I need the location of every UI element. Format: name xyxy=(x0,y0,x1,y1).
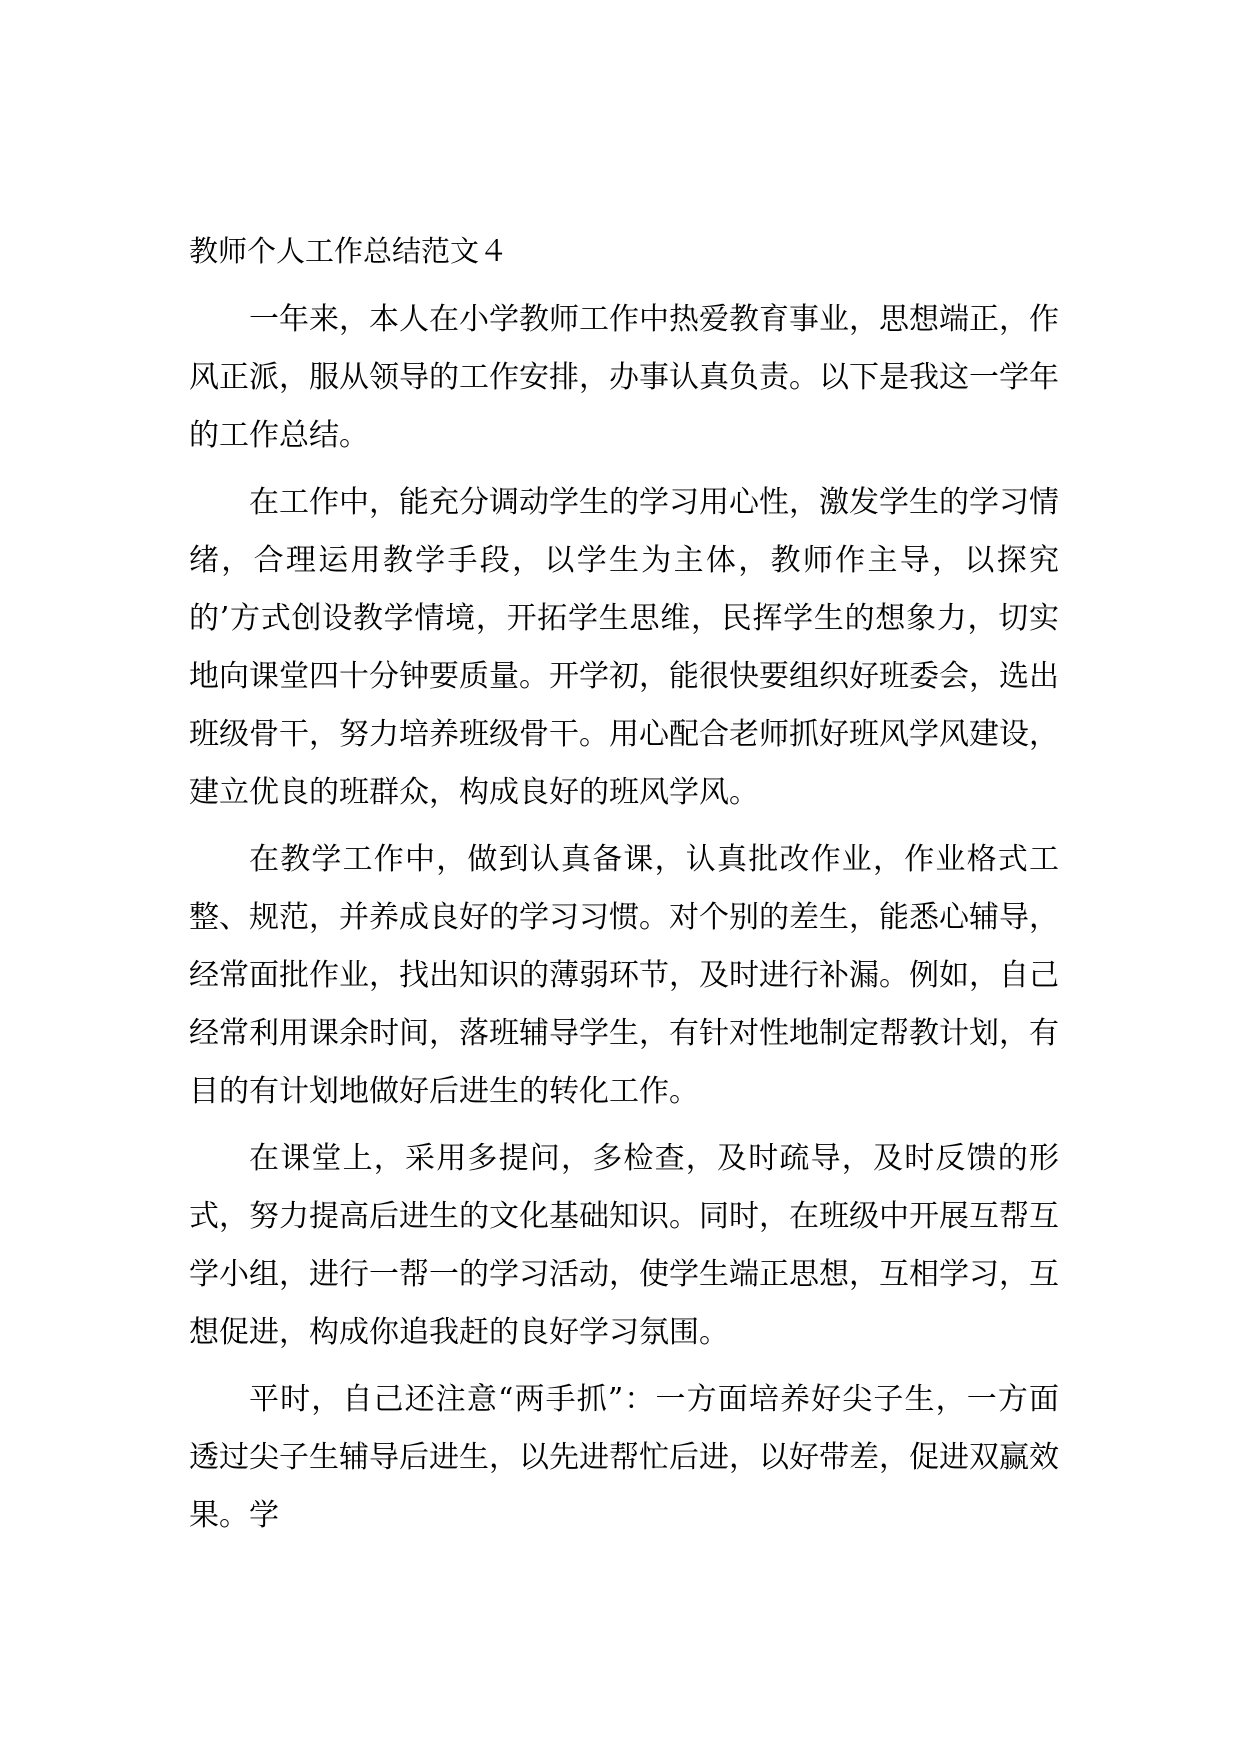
paragraph-1: 一年来，本人在小学教师工作中热爱教育事业，思想端正，作风正派，服从领导的工作安排，办事认真负责。以下是我这一学年的工作总结。 xyxy=(189,302,1059,453)
paragraph-4: 在课堂上，采用多提问，多检查，及时疏导，及时反馈的形式，努力提高后进生的文化基础知识。同时，在班级中开展互帮互学小组，进行一帮一的学习活动，使学生端正思想，互相学习，互想促进，构成你追我赶的良好学习氛围。 xyxy=(189,1141,1059,1350)
document-body xyxy=(189,231,1059,1554)
paragraph-5: 平时，自己还注意“两手抓”：一方面培养好尖子生，一方面透过尖子生辅导后进生，以先进帮忙后进，以好带差，促进双赢效果。学 xyxy=(189,1382,1059,1533)
paragraph-3: 在教学工作中，做到认真备课，认真批改作业，作业格式工整、规范，并养成良好的学习习惯。对个别的差生，能悉心辅导，经常面批作业，找出知识的薄弱环节，及时进行补漏。例如，自己经常利用课余时间，落班辅导学生，有针对性地制定帮教计划，有目的有计划地做好后进生的转化工作。 xyxy=(189,842,1059,1109)
paragraph-2: 在工作中，能充分调动学生的学习用心性，激发学生的学习情绪，合理运用教学手段，以学生为主体，教师作主导，以探究的’方式创设教学情境，开拓学生思维，民挥学生的想象力，切实地向课堂四十分钟要质量。开学初，能很快要组织好班委会，选出班级骨干，努力培养班级骨干。用心配合老师抓好班风学风建设，建立优良的班群众，构成良好的班风学风。 xyxy=(189,485,1059,810)
document-title: 教师个人工作总结范文４ xyxy=(189,234,509,268)
